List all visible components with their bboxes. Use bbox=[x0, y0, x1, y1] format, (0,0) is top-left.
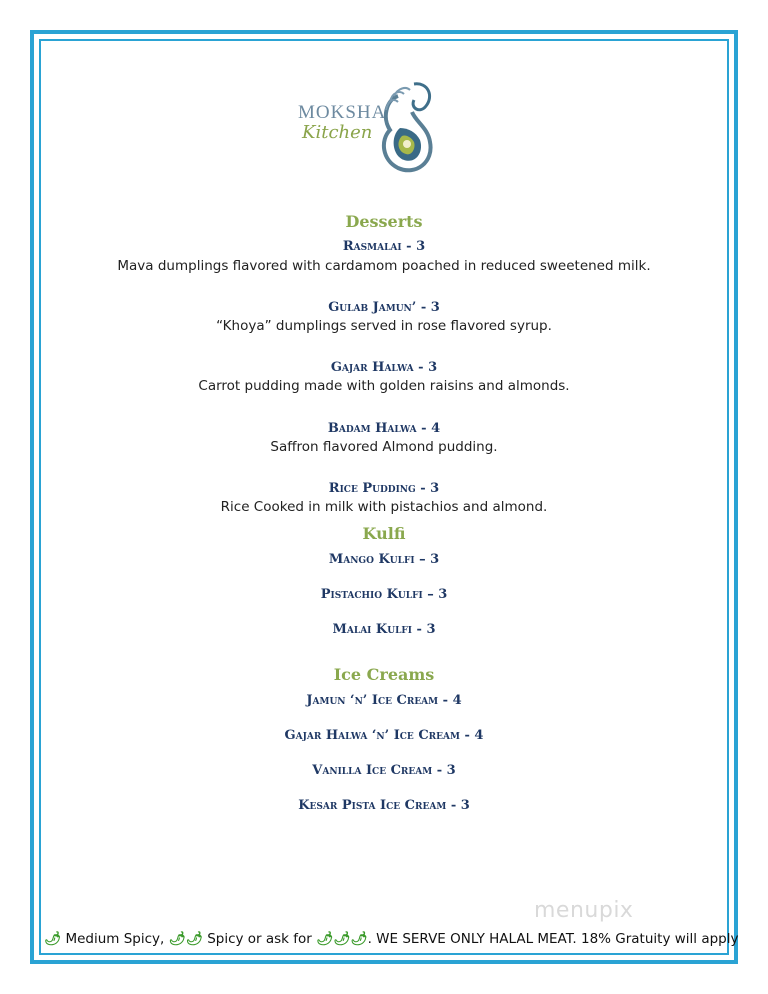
moksha-logo bbox=[298, 78, 438, 176]
menu-item-desc: “Khoya” dumplings served in rose flavored syrup. bbox=[216, 318, 552, 334]
menu-item-desc: Rice Cooked in milk with pistachios and almond. bbox=[220, 499, 548, 515]
section-title-desserts: Desserts bbox=[345, 212, 423, 231]
menu-item-name: Pistachio Kulfi – 3 bbox=[320, 587, 448, 602]
menu-item-name: Gajar Halwa ‘n’ Ice Cream - 4 bbox=[284, 728, 484, 743]
menu-item-name: Vanilla Ice Cream - 3 bbox=[312, 763, 456, 778]
menu-item-name: Mango Kulfi – 3 bbox=[328, 552, 440, 567]
section-title-ice-creams: Ice Creams bbox=[333, 665, 435, 684]
watermark: menupix bbox=[534, 898, 634, 923]
inner-border bbox=[39, 39, 729, 955]
menu-item-desc: Carrot pudding made with golden raisins and almonds. bbox=[198, 378, 570, 394]
menu-item-name: Malai Kulfi - 3 bbox=[332, 622, 436, 637]
menu-item-name: Jamun ‘n’ Ice Cream - 4 bbox=[306, 693, 462, 708]
logo-subname: Kitchen bbox=[302, 122, 373, 143]
logo-name: MOKSHA bbox=[298, 102, 387, 123]
menu-item-desc: Saffron flavored Almond pudding. bbox=[270, 439, 498, 455]
menu-item-name: Rice Pudding - 3 bbox=[328, 481, 440, 496]
medium-spicy-text: Medium Spicy, bbox=[65, 931, 165, 947]
menu-item-name: Gajar Halwa - 3 bbox=[330, 360, 438, 375]
footer-note bbox=[44, 931, 739, 947]
section-title-kulfi: Kulfi bbox=[362, 524, 406, 543]
chili-icon: 🌶🌶🌶 bbox=[316, 931, 368, 947]
paisley-icon bbox=[376, 78, 438, 176]
menu-item-desc: Mava dumplings flavored with cardamom poached in reduced sweetened milk. bbox=[117, 258, 651, 274]
halal-note: . WE SERVE ONLY HALAL MEAT. 18% Gratuity will apply bbox=[367, 931, 739, 947]
menu-item-name: Gulab Jamun’ - 3 bbox=[328, 300, 440, 315]
menu-item-name: Badam Halwa - 4 bbox=[327, 421, 441, 436]
spicy-text: Spicy or ask for bbox=[207, 931, 312, 947]
chili-icon: 🌶🌶 bbox=[168, 931, 203, 947]
menu-item-name: Rasmalai - 3 bbox=[342, 239, 426, 254]
menu-item-name: Kesar Pista Ice Cream - 3 bbox=[298, 798, 470, 813]
chili-icon: 🌶 bbox=[44, 931, 62, 947]
